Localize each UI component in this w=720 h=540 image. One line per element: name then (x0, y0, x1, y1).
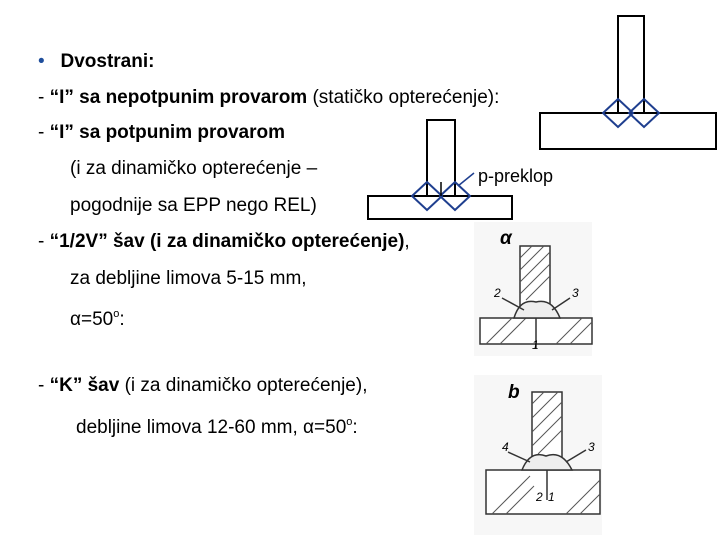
web-plate (618, 16, 644, 113)
figure-b-num-left: 4 (502, 440, 509, 454)
figure-a-label: α (500, 228, 512, 249)
bullet-glyph: • (38, 51, 45, 72)
thickness-text: debljine limova 12-60 mm, α=50 (76, 417, 347, 438)
annotation-arrow (458, 173, 474, 186)
item-bold: “K” šav (49, 375, 120, 396)
item-rest: (i za dinamičko opterećenje), (119, 375, 368, 396)
item-bold: “I” sa nepotpunim provarom (49, 87, 308, 108)
angle-end: : (119, 309, 125, 330)
item-prefix: - (38, 122, 50, 143)
flange-plate (368, 196, 512, 219)
angle-end: : (352, 417, 358, 438)
item-prefix: - (38, 87, 50, 108)
item-bold: “I” sa potpunim provarom (49, 122, 286, 143)
item-prefix: - (38, 231, 50, 252)
angle-text: α=50 (70, 309, 114, 330)
figure-a-num-right: 3 (572, 286, 579, 300)
degree-sup: o (346, 416, 353, 428)
item-i-full-line3: pogodnije sa EPP nego REL) (70, 195, 317, 216)
item-i-full-line2: (i za dinamičko opterećenje – (70, 158, 318, 179)
figure-b-num-bottom-right: 1 (548, 490, 555, 504)
item-prefix: - (38, 375, 50, 396)
p-preklop-label: p-preklop (478, 166, 554, 186)
figure-b (474, 375, 602, 535)
item-half-v-line2: za debljine limova 5-15 mm, (70, 268, 307, 289)
figure-a-num-left: 2 (494, 286, 501, 300)
figure-b-label: b (508, 382, 520, 403)
figure-b-num-bottom-left: 2 (536, 490, 543, 504)
figure-b-num-right: 3 (588, 440, 595, 454)
t-joint-partial (540, 16, 716, 149)
degree-sup: o (113, 308, 120, 320)
item-rest: , (404, 231, 410, 252)
figure-a-num-bottom: 1 (532, 338, 539, 352)
item-rest: (statičko opterećenje): (307, 87, 500, 108)
bullet-title: Dvostrani: (60, 51, 155, 72)
item-bold: “1/2V” šav (i za dinamičko opterećenje) (49, 231, 405, 252)
